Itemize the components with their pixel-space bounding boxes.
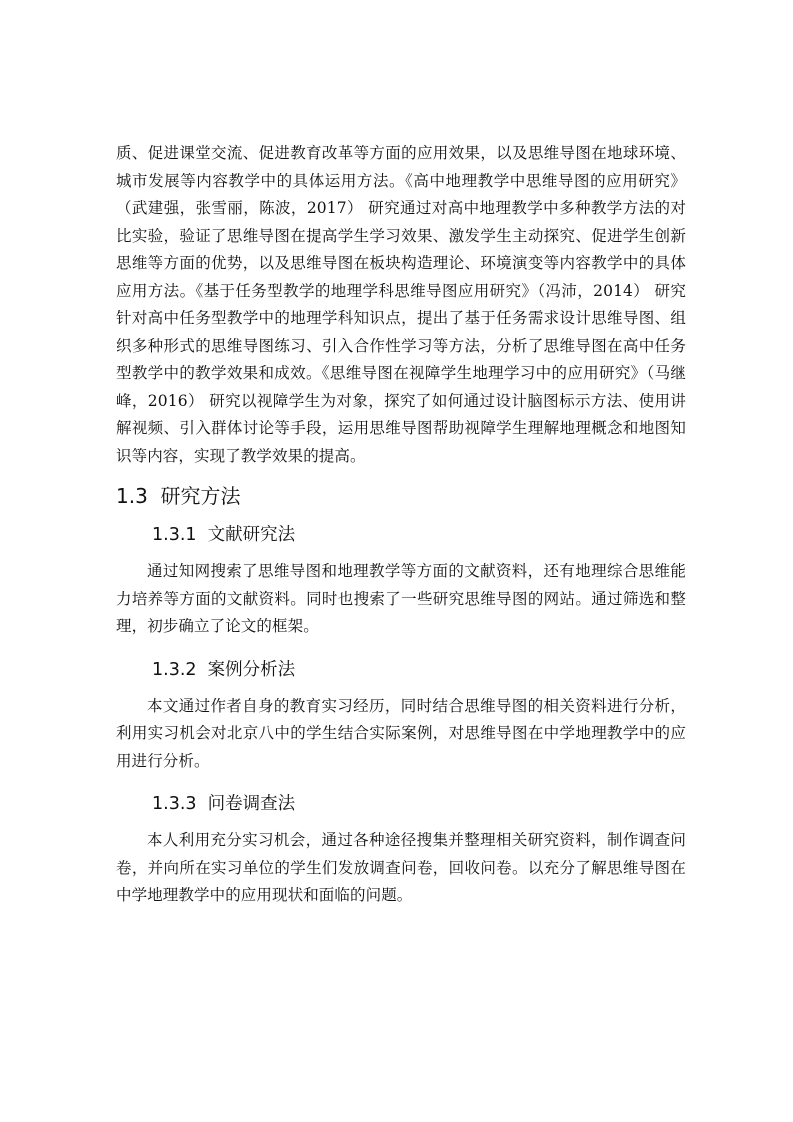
subsection-title: 文献研究法 — [207, 525, 296, 545]
subsection-heading-1-3-3 — [152, 787, 686, 821]
section-number: 1.3 — [116, 484, 148, 508]
subsection-number: 1.3.1 — [152, 525, 197, 545]
subsection-number: 1.3.3 — [152, 794, 197, 814]
subsection-paragraph-1-3-3: 本人利用充分实习机会，通过各种途径搜集并整理相关研究资料，制作调查问卷，并向所在实习单位的学生们发放调查问卷，回收问卷。以充分了解思维导图在中学地理教学中的应用现状和面临的问题。 — [116, 831, 686, 904]
subsection-heading-1-3-1 — [152, 518, 686, 552]
subsection-paragraph-1-3-2: 本文通过作者自身的教育实习经历，同时结合思维导图的相关资料进行分析，利用实习机会对北京八中的学生结合实际案例，对思维导图在中学地理教学中的应用进行分析。 — [116, 696, 686, 770]
section-heading — [116, 478, 686, 514]
section-title: 研究方法 — [160, 484, 241, 508]
subsection-number: 1.3.2 — [152, 659, 197, 680]
subsection-paragraph-1-3-1: 通过知网搜索了思维导图和地理教学等方面的文献资料，还有地理综合思维能力培养等方面的文献资料。同时也搜索了一些研究思维导图的网站。通过筛选和整理，初步确立了论文的框架。 — [116, 562, 686, 635]
intro-paragraph: 质、促进课堂交流、促进教育改革等方面的应用效果，以及思维导图在地球环境、城市发展等内容教学中的具体运用方法。《高中地理教学中思维导图的应用研究》（武建强，张雪丽，陈波，2017） 研究通过对高中地理教学中多种教学方法的对比实验，验证了思维导图在提高学生学习效果、激发学生主动探究、促进学生创新思维等方面的优势，以及思维导图在板块构造理论、环境演变等内容教学中的具体应用方法。《基于任务型教学的地理学科思维导图应用研究》（冯沛，2014） 研究针对高中任务型教学中的地理学科知识点，提出了基于任务需求设计思维导图、组织多种形式的思维导图练习、引入合作性学习等方法，分析了思维导图在高中任务型教学中的教学效果和成效。《思维导图在视障学生地理学习中的应用研究》（马继峰，2016） 研究以视障学生为对象，探究了如何通过设计脑图标示方法、使用讲解视频、引入群体讨论等手段，运用思维导图帮助视障学生理解地理概念和地图知识等内容，实现了教学效果的提高。 — [116, 144, 686, 465]
subsection-title: 问卷调查法 — [207, 794, 296, 814]
subsection-heading-1-3-2 — [152, 653, 686, 687]
subsection-title: 案例分析法 — [207, 659, 296, 680]
page-content — [116, 140, 686, 910]
